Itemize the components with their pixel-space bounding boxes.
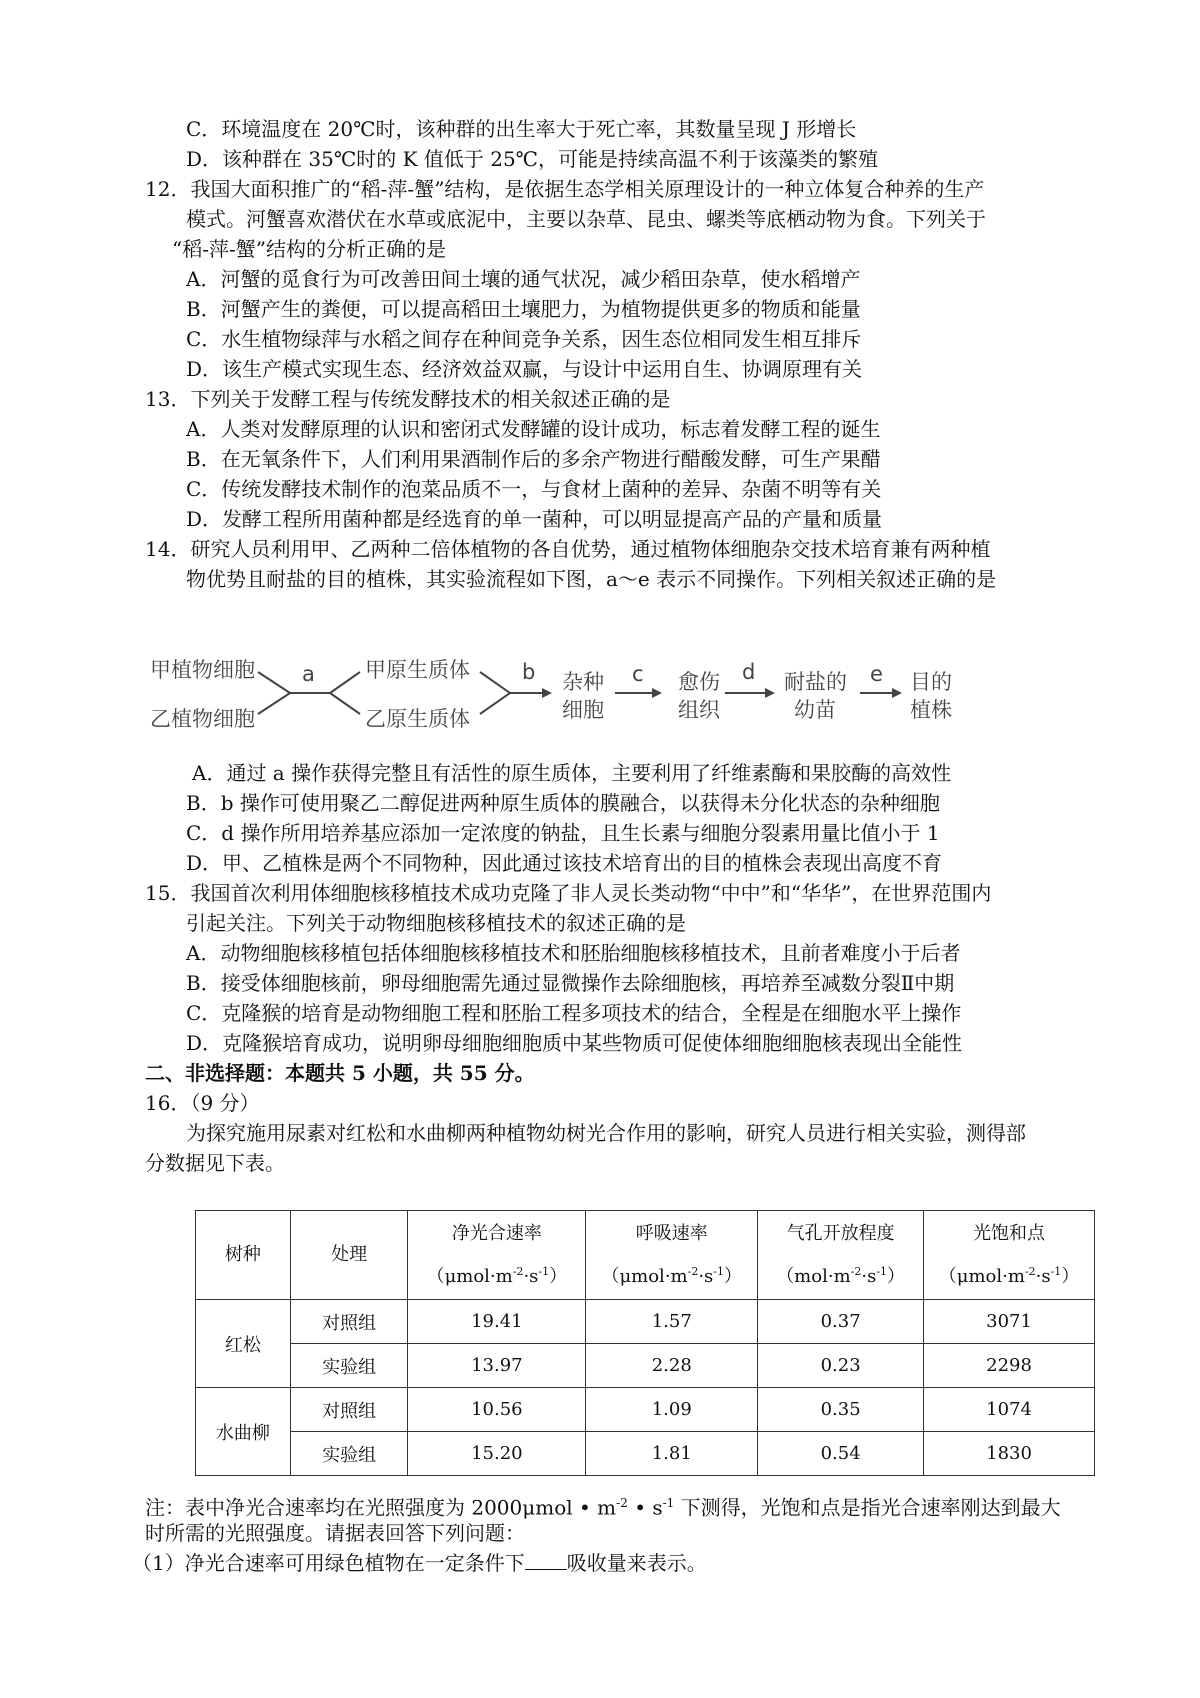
table-header-row (196, 1211, 1095, 1300)
q16-subquestion-1: （1）净光合速率可用绿色植物在一定条件下 吸收量来表示。 (132, 1551, 707, 1575)
table-row (196, 1344, 1095, 1388)
q16-data-table (195, 1210, 1095, 1476)
arrowhead-e (892, 688, 902, 698)
flow-callus-line2: 组织 (678, 698, 720, 722)
header-net-photosynthesis: 净光合速率 $(\mu mol\cdot m^{-2}\cdot s^{-1})$ (408, 1211, 586, 1300)
q13-stem: 13．下列关于发酵工程与传统发酵技术的相关叙述正确的是 (145, 387, 671, 411)
flow-op-b: b (522, 660, 536, 684)
header-respiration: 呼吸速率 $(\mu mol\cdot m^{-2}\cdot s^{-1})$ (586, 1211, 758, 1300)
treatment-cell: 实验组 (290, 1432, 408, 1476)
q13-option-d: D．发酵工程所用菌种都是经选育的单一菌种，可以明显提高产品的产量和质量 (186, 507, 883, 531)
q15-stem-line2: 引起关注。下列关于动物细胞核移植技术的叙述正确的是 (186, 911, 686, 935)
q13-option-c: C．传统发酵技术制作的泡菜品质不一，与食材上菌种的差异、杂菌不明等有关 (186, 477, 882, 501)
q15-stem-line1: 15．我国首次利用体细胞核移植技术成功克隆了非人灵长类动物“中中”和“华华”，在世界范围内 (145, 881, 992, 905)
value-cell: 0.37 (758, 1300, 924, 1344)
value-cell: 1074 (924, 1388, 1095, 1432)
flow-op-a: a (302, 662, 315, 686)
treatment-cell: 对照组 (290, 1300, 408, 1344)
q16-note-line2: 时所需的光照强度。请据表回答下列问题： (145, 1521, 525, 1545)
table-row (196, 1300, 1095, 1344)
flow-target-line2: 植株 (910, 698, 952, 722)
flow-seedling-line2: 幼苗 (794, 698, 836, 722)
q12-option-c: C．水生植物绿萍与水稻之间存在种间竞争关系，因生态位相同发生相互排斥 (186, 327, 862, 351)
q15-option-a: A．动物细胞核移植包括体细胞核移植技术和胚胎细胞核移植技术，且前者难度小于后者 (186, 941, 961, 965)
header-light-saturation: 光饱和点 $(\mu mol\cdot m^{-2}\cdot s^{-1})$ (924, 1211, 1095, 1300)
treatment-cell: 实验组 (290, 1344, 408, 1388)
q16-intro-line2: 分数据见下表。 (145, 1151, 285, 1175)
species-cell: 水曲柳 (196, 1388, 291, 1476)
q14-flow-diagram (150, 648, 1050, 738)
flow-hybrid-line2: 细胞 (562, 698, 604, 722)
value-cell: 1.09 (586, 1388, 758, 1432)
q12-option-b: B．河蟹产生的粪便，可以提高稻田土壤肥力，为植物提供更多的物质和能量 (186, 297, 861, 321)
q15-option-d: D．克隆猴培育成功，说明卵母细胞细胞质中某些物质可促使体细胞细胞核表现出全能性 (186, 1031, 963, 1055)
q13-option-a: A．人类对发酵原理的认识和密闭式发酵罐的设计成功，标志着发酵工程的诞生 (186, 417, 881, 441)
merge-b-bottom (480, 693, 510, 714)
unit-respiration: $(\mu mol\cdot m^{-2}\cdot s^{-1})$ (601, 1264, 743, 1287)
value-cell: 15.20 (408, 1432, 586, 1476)
unit-light-saturation: $(\mu mol\cdot m^{-2}\cdot s^{-1})$ (938, 1264, 1080, 1287)
value-cell: 0.54 (758, 1432, 924, 1476)
q12-option-a: A．河蟹的觅食行为可改善田间土壤的通气状况，减少稻田杂草，使水稻增产 (186, 267, 861, 291)
merge-line-bottom (258, 693, 290, 714)
table-row (196, 1388, 1095, 1432)
arrowhead-b (542, 688, 552, 698)
value-cell: 2298 (924, 1344, 1095, 1388)
flow-seedling-line1: 耐盐的 (784, 670, 847, 694)
header-treatment: 处理 (290, 1211, 408, 1300)
unit-stomatal-opening: $(mol\cdot m^{-2}\cdot s^{-1})$ (776, 1264, 906, 1287)
value-cell: 10.56 (408, 1388, 586, 1432)
flow-target-line1: 目的 (910, 670, 952, 694)
q14-option-a: A．通过 a 操作获得完整且有活性的原生质体，主要利用了纤维素酶和果胶酶的高效性 (192, 761, 952, 785)
q14-stem-line2: 物优势且耐盐的目的植株，其实验流程如下图，a～e 表示不同操作。下列相关叙述正确的是 (186, 567, 997, 591)
q12-stem-line3: “稻-萍-蟹”结构的分析正确的是 (172, 237, 446, 261)
value-cell: 1830 (924, 1432, 1095, 1476)
q12-stem-line1: 12．我国大面积推广的“稻-萍-蟹”结构，是依据生态学相关原理设计的一种立体复合种养的生产 (145, 177, 985, 201)
q11-option-c: C．环境温度在 20℃时，该种群的出生率大于死亡率，其数量呈现 J 形增长 (186, 117, 857, 141)
species-cell: 红松 (196, 1300, 291, 1388)
section-heading: 二、非选择题：本题共 5 小题，共 55 分。 (145, 1061, 535, 1085)
split-line-top (330, 672, 360, 693)
answer-blank[interactable] (525, 1549, 567, 1570)
value-cell: 2.28 (586, 1344, 758, 1388)
flow-proto-b: 乙原生质体 (365, 707, 470, 731)
q14-option-d: D．甲、乙植株是两个不同物种，因此通过该技术培育出的目的植株会表现出高度不育 (186, 851, 943, 875)
header-species: 树种 (196, 1211, 291, 1300)
q12-stem-line2: 模式。河蟹喜欢潜伏在水草或底泥中，主要以杂草、昆虫、螺类等底栖动物为食。下列关于 (186, 207, 986, 231)
q16-heading: 16．（9 分） (145, 1091, 260, 1115)
merge-line-top (258, 672, 290, 693)
flow-hybrid-line1: 杂种 (562, 670, 604, 694)
value-cell: 0.23 (758, 1344, 924, 1388)
q11-option-d: D．该种群在 35℃时的 K 值低于 25℃，可能是持续高温不利于该藻类的繁殖 (186, 147, 879, 171)
q14-stem-line1: 14．研究人员利用甲、乙两种二倍体植物的各自优势，通过植物体细胞杂交技术培育兼有两种植 (145, 537, 991, 561)
value-cell: 1.57 (586, 1300, 758, 1344)
q12-option-d: D．该生产模式实现生态、经济效益双赢，与设计中运用自生、协调原理有关 (186, 357, 863, 381)
flow-op-e: e (870, 662, 883, 686)
value-cell: 13.97 (408, 1344, 586, 1388)
flow-op-c: c (632, 662, 644, 686)
value-cell: 0.35 (758, 1388, 924, 1432)
unit-net-photosynthesis: $(\mu mol\cdot m^{-2}\cdot s^{-1})$ (426, 1264, 568, 1287)
flow-proto-a: 甲原生质体 (365, 658, 470, 682)
q14-option-b: B．b 操作可使用聚乙二醇促进两种原生质体的膜融合，以获得未分化状态的杂种细胞 (186, 791, 940, 815)
table-row (196, 1432, 1095, 1476)
q16-intro-line1: 为探究施用尿素对红松和水曲柳两种植物幼树光合作用的影响，研究人员进行相关实验，测得部 (186, 1121, 1026, 1145)
flow-cell-b: 乙植物细胞 (150, 707, 255, 731)
arrowhead-c (652, 688, 662, 698)
arrowhead-d (765, 688, 775, 698)
value-cell: 1.81 (586, 1432, 758, 1476)
q15-option-b: B．接受体细胞核前，卵母细胞需先通过显微操作去除细胞核，再培养至减数分裂Ⅱ中期 (186, 971, 955, 995)
value-cell: 19.41 (408, 1300, 586, 1344)
split-line-bottom (330, 693, 360, 714)
q16-note-line1: 注：表中净光合速率均在光照强度为 2000μmol • $m^{-2}$ • $s^{-1}$ 下测得，光饱和点是指光合速率刚达到最大 (145, 1495, 1061, 1520)
flow-cell-a: 甲植物细胞 (150, 658, 255, 682)
q14-option-c: C．d 操作所用培养基应添加一定浓度的钠盐，且生长素与细胞分裂素用量比值小于 1 (186, 821, 940, 845)
merge-b-top (480, 672, 510, 693)
header-stomatal-opening: 气孔开放程度 $(mol\cdot m^{-2}\cdot s^{-1})$ (758, 1211, 924, 1300)
value-cell: 3071 (924, 1300, 1095, 1344)
treatment-cell: 对照组 (290, 1388, 408, 1432)
flow-callus-line1: 愈伤 (678, 670, 720, 694)
flow-op-d: d (742, 660, 756, 684)
q13-option-b: B．在无氧条件下，人们利用果酒制作后的多余产物进行醋酸发酵，可生产果醋 (186, 447, 881, 471)
q15-option-c: C．克隆猴的培育是动物细胞工程和胚胎工程多项技术的结合，全程是在细胞水平上操作 (186, 1001, 962, 1025)
